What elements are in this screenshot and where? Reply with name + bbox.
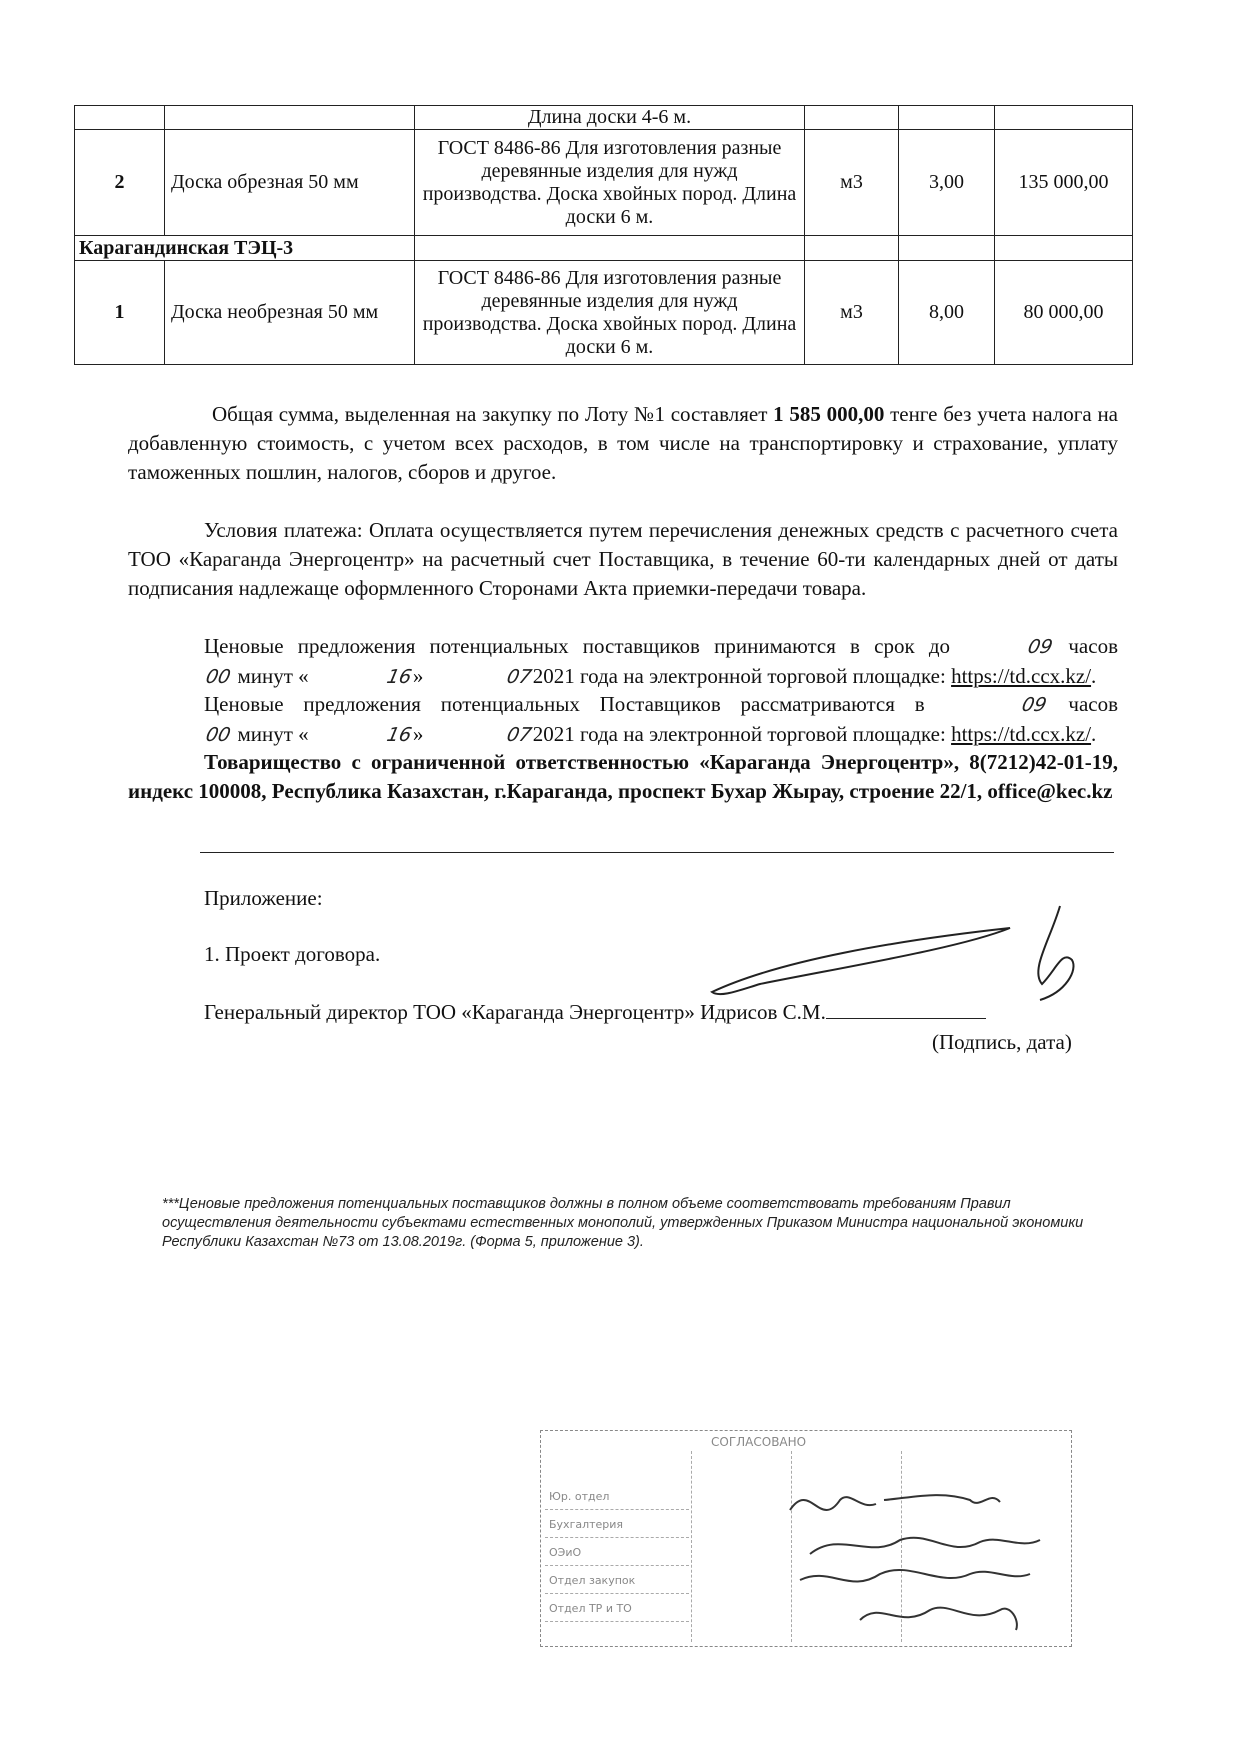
handwritten-month: 07 bbox=[504, 666, 534, 688]
table-section-row bbox=[75, 236, 1133, 261]
table-row bbox=[75, 106, 1133, 130]
total-paragraph: Общая сумма, выделенная на закупку по Лоту №1 составляет 1 585 000,00 тенге без учета налога на добавленную стоимость, с учетом всех расходов, в том числе на транспортировку и страхование, уплату таможенных пошлин, налогов, сборов и другое. bbox=[128, 402, 1119, 484]
handwritten-hour: 09 bbox=[1025, 636, 1055, 658]
payment-terms: Условия платежа: Оплата осуществляется путем перечисления денежных средств с расчетного счета ТОО «Караганда Энергоцентр» на расчетный счет Поставщика, в течение 60-ти календарных дней от даты подписания надлежаще оформленного Сторонами Акта приемки-передачи товара. bbox=[128, 518, 1118, 600]
handwritten-minute: 00 bbox=[203, 724, 233, 746]
footnote: ***Ценовые предложения потенциальных поставщиков должны в полном объеме соответствовать требованиям Правил осуществления деятельности субъектами естественных монополий, утвержденных Приказом Министра национальной экономики Республики Казахстан №73 от 13.08.2019г. (Форма 5, приложение 3). bbox=[162, 1196, 1084, 1250]
item-price: 80 000,00 bbox=[995, 261, 1133, 365]
handwritten-month: 07 bbox=[504, 724, 534, 746]
item-unit: м3 bbox=[805, 261, 899, 365]
handwritten-minute: 00 bbox=[203, 666, 233, 688]
deadline-paragraph: Ценовые предложения потенциальных поставщиков принимаются в срок до 09 часов 00 минут « 16» 072021 года на электронной торговой площадке: https://td.ccx.kz/. bbox=[128, 632, 1118, 692]
director-signature bbox=[700, 900, 1100, 1010]
item-number: 1 bbox=[75, 261, 165, 365]
item-quantity: 8,00 bbox=[899, 261, 995, 365]
stamp-row: Отдел закупок bbox=[545, 1569, 689, 1594]
stamp-row: Отдел ТР и ТО bbox=[545, 1597, 689, 1622]
approval-signatures bbox=[780, 1470, 1080, 1640]
table-row bbox=[75, 130, 1133, 236]
table-row bbox=[75, 261, 1133, 365]
item-description: ГОСТ 8486-86 Для изготовления разные деревянные изделия для нужд производства. Доска хвойных пород. Длина доски 6 м. bbox=[415, 130, 805, 236]
handwritten-day: 16 bbox=[384, 666, 414, 688]
signature-line: Генеральный директор ТОО «Караганда Энергоцентр» Идрисов С.М. bbox=[204, 1000, 986, 1025]
attachment-label: Приложение: bbox=[204, 886, 323, 910]
stamp-row: ОЭиО bbox=[545, 1541, 689, 1566]
item-price: 135 000,00 bbox=[995, 130, 1133, 236]
specification-table bbox=[74, 105, 1133, 365]
company-details: Товарищество с ограниченной ответственностью «Караганда Энергоцентр», 8(7212)42-01-19, индекс 100008, Республика Казахстан, г.Караганда, проспект Бухар Жырау, строение 22/1, office@kec.kz bbox=[128, 750, 1118, 803]
item-unit: м3 bbox=[805, 130, 899, 236]
item-description: ГОСТ 8486-86 Для изготовления разные деревянные изделия для нужд производства. Доска хвойных пород. Длина доски 6 м. bbox=[415, 261, 805, 365]
review-paragraph: Ценовые предложения потенциальных Поставщиков рассматриваются в 09 часов 00 минут « 16» 072021 года на электронной торговой площадке: https://td.ccx.kz/. bbox=[128, 690, 1118, 750]
item-description: Длина доски 4-6 м. bbox=[415, 106, 805, 130]
handwritten-day: 16 bbox=[384, 724, 414, 746]
total-amount: 1 585 000,00 bbox=[773, 402, 885, 426]
handwritten-hour: 09 bbox=[1020, 694, 1050, 716]
stamp-row: Юр. отдел bbox=[545, 1485, 689, 1510]
stamp-row: Бухгалтерия bbox=[545, 1513, 689, 1538]
item-name: Доска необрезная 50 мм bbox=[165, 261, 415, 365]
signature-caption: (Подпись, дата) bbox=[932, 1030, 1072, 1054]
divider-line bbox=[200, 852, 1114, 853]
item-number: 2 bbox=[75, 130, 165, 236]
stamp-title: СОГЛАСОВАНО bbox=[711, 1435, 807, 1449]
item-quantity: 3,00 bbox=[899, 130, 995, 236]
platform-link[interactable]: https://td.ccx.kz/ bbox=[951, 722, 1092, 746]
section-title: Карагандинская ТЭЦ-3 bbox=[75, 236, 415, 261]
item-name: Доска обрезная 50 мм bbox=[165, 130, 415, 236]
platform-link[interactable]: https://td.ccx.kz/ bbox=[951, 664, 1092, 688]
attachment-item: 1. Проект договора. bbox=[204, 942, 381, 966]
